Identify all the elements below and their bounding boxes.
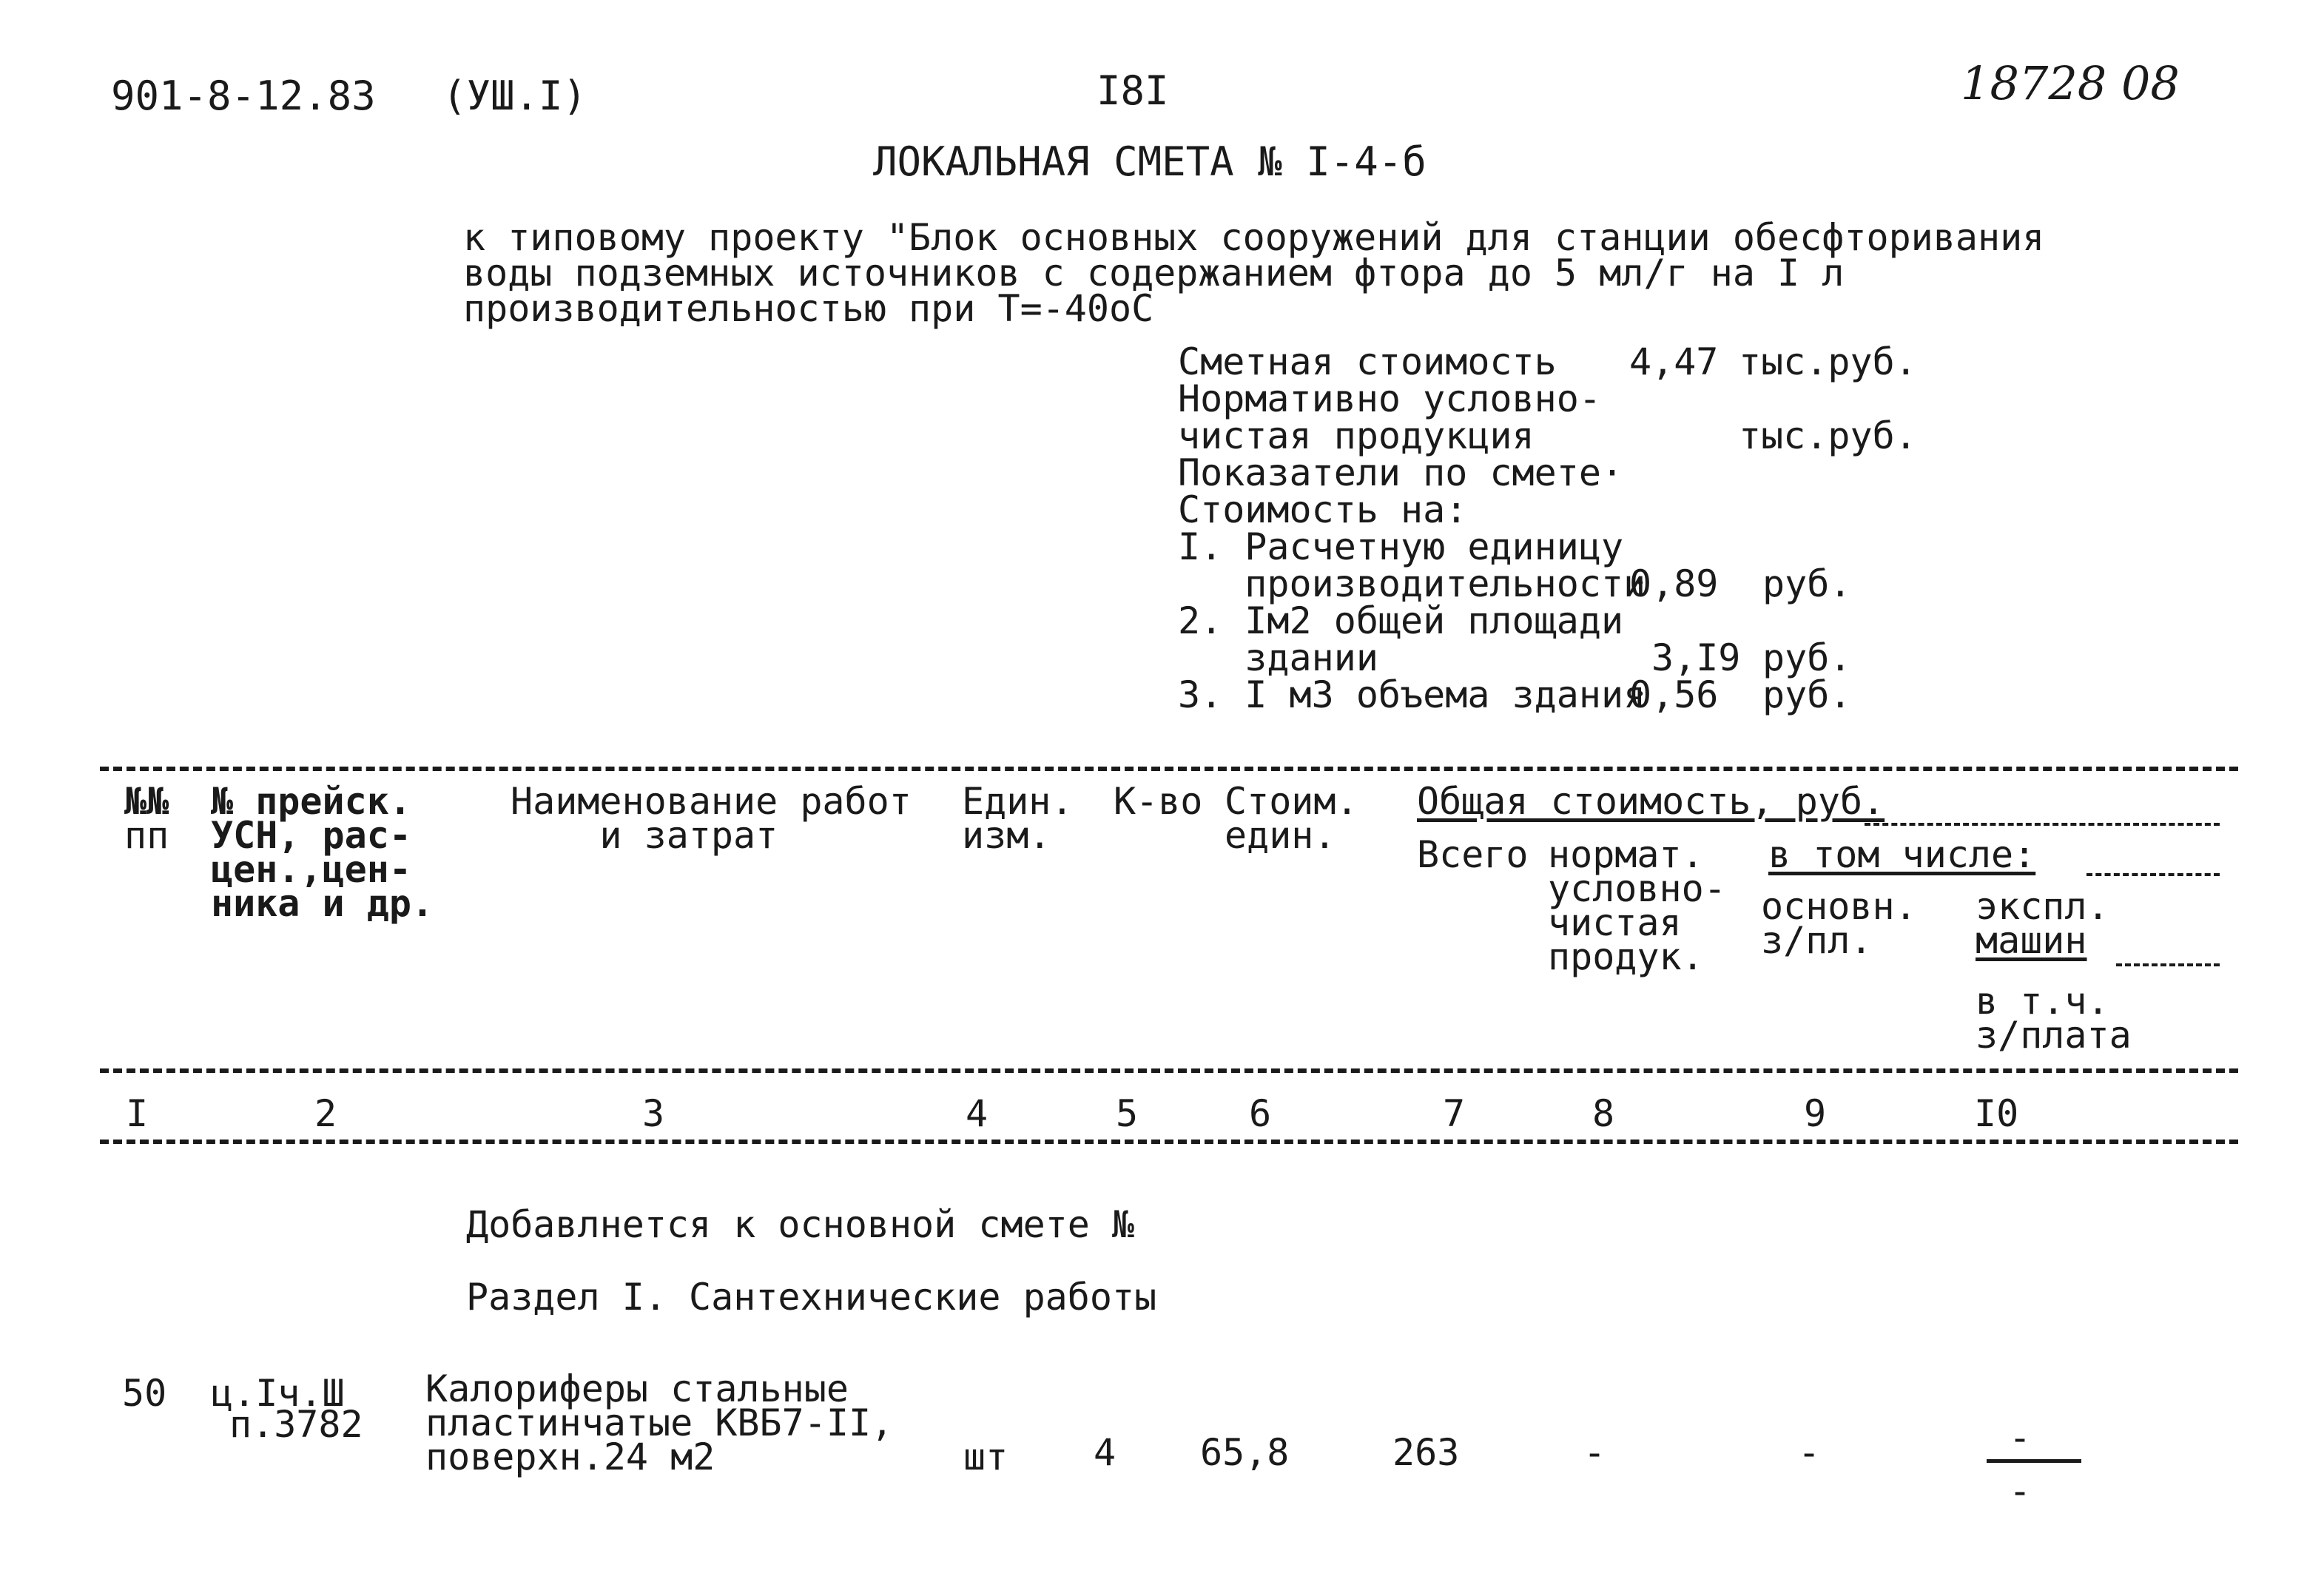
row-base-wage: -: [1798, 1431, 1821, 1474]
header-col3: и затрат: [511, 814, 778, 857]
intro-line: воды подземных источников с содержанием фтора до 5 мл/г на I л: [463, 252, 1845, 294]
header-col4: изм.: [962, 814, 1051, 857]
column-number: 2: [314, 1092, 337, 1135]
header-col10-sub: з/плата: [1976, 1014, 2132, 1057]
header-col9: основн.: [1761, 885, 1917, 928]
summary-label: I. Расчетную единицу: [1178, 525, 1624, 568]
row-machines: -: [2009, 1416, 2032, 1459]
added-note: Добавлнется к основной смете №: [466, 1203, 1135, 1246]
header-col9: з/пл.: [1761, 919, 1873, 962]
header-col2: цен.,цен-: [211, 848, 411, 891]
intro-line: производительностью при Т=-40оС: [463, 287, 1154, 330]
row-total: 263: [1392, 1431, 1460, 1474]
table-top-rule: [100, 767, 2238, 771]
summary-label: производительности: [1178, 562, 1646, 605]
header-col10: экспл.: [1976, 885, 2109, 928]
summary-label: Нормативно условно-: [1178, 377, 1601, 420]
row-fraction-line: [1987, 1459, 2081, 1463]
header-group-rule: [1865, 823, 2220, 826]
header-col10: машин: [1976, 919, 2087, 962]
header-incl-rule: [2086, 873, 2220, 876]
summary-value: 3,I9: [1651, 636, 1741, 679]
column-number: I: [126, 1092, 149, 1135]
row-price-ref: ц.Iч.Ш: [211, 1372, 345, 1415]
document-code: 901-8-12.83: [111, 73, 376, 119]
header-col10-sub: в т.ч.: [1976, 980, 2109, 1023]
column-number: 9: [1804, 1092, 1827, 1135]
summary-label: Сметная стоимость: [1178, 340, 1557, 383]
header-col8: чистая: [1548, 901, 1682, 944]
row-name: Калориферы стальные: [425, 1367, 849, 1410]
summary-value: 0,56: [1629, 673, 1719, 716]
row-machines-wage: -: [2009, 1470, 2032, 1512]
header-col6: един.: [1225, 814, 1336, 857]
summary-label: 2. Iм2 общей площади: [1178, 599, 1624, 642]
summary-value: 4,47: [1629, 340, 1719, 383]
row-name: поверхн.24 м2: [425, 1435, 715, 1478]
summary-value: 0,89: [1629, 562, 1719, 605]
row-unit: шт: [963, 1435, 1008, 1478]
summary-unit: руб.: [1762, 562, 1852, 605]
page-number: I8I: [1097, 67, 1169, 114]
column-number: 6: [1249, 1092, 1272, 1135]
header-col8: нормат.: [1548, 833, 1704, 876]
summary-label: здании: [1178, 636, 1378, 679]
row-number: 50: [122, 1372, 167, 1415]
intro-line: к типовому проекту "Блок основных сооружений для станции обесфторивания: [463, 216, 2045, 259]
summary-unit: тыс.руб.: [1739, 340, 1917, 383]
row-unit-cost: 65,8: [1200, 1431, 1290, 1474]
column-number: I0: [1974, 1092, 2019, 1135]
album-number: (УШ.I): [442, 73, 587, 119]
column-number: 5: [1116, 1092, 1139, 1135]
column-number: 3: [642, 1092, 665, 1135]
header-col2: УСН, рас-: [211, 814, 411, 857]
header-col2: ника и др.: [211, 882, 434, 925]
summary-unit: тыс.руб.: [1739, 414, 1917, 457]
row-name: пластинчатые КВБ7-II,: [425, 1401, 894, 1444]
summary-label: Показатели по смете·: [1178, 451, 1624, 494]
inventory-number: 18728 08: [1961, 56, 2180, 110]
header-col5: К-во: [1114, 780, 1203, 823]
summary-label: Стоимость на:: [1178, 488, 1468, 531]
header-col8: условно-: [1548, 867, 1726, 910]
column-number: 8: [1592, 1092, 1615, 1135]
header-col1: пп: [124, 814, 169, 857]
header-col4: Един.: [962, 780, 1074, 823]
column-number: 7: [1443, 1092, 1466, 1135]
header-col2: № прейск.: [211, 780, 411, 823]
summary-label: 3. I м3 объема здания: [1178, 673, 1646, 716]
row-qty: 4: [1094, 1431, 1116, 1474]
header-col1: №№: [124, 780, 169, 823]
column-numbers-rule: [100, 1140, 2238, 1144]
column-number: 4: [966, 1092, 988, 1135]
document-title: ЛОКАЛЬНАЯ СМЕТА № I-4-б: [873, 138, 1427, 185]
summary-unit: руб.: [1762, 636, 1852, 679]
header-col6: Стоим.: [1225, 780, 1358, 823]
header-col3: Наименование работ: [511, 780, 912, 823]
header-col10-rule: [2116, 963, 2220, 966]
summary-label: чистая продукция: [1178, 414, 1535, 457]
row-normative: -: [1583, 1431, 1606, 1474]
summary-unit: руб.: [1762, 673, 1852, 716]
header-col8: продук.: [1548, 935, 1704, 978]
section-title: Раздел I. Сантехнические работы: [466, 1276, 1157, 1319]
row-price-ref: п.3782: [229, 1403, 363, 1446]
header-incl: в том числе:: [1768, 833, 2036, 876]
header-col7: Всего: [1417, 833, 1529, 876]
header-total-group: Общая стоимость, руб.: [1417, 780, 1885, 823]
table-header-rule: [100, 1068, 2238, 1073]
